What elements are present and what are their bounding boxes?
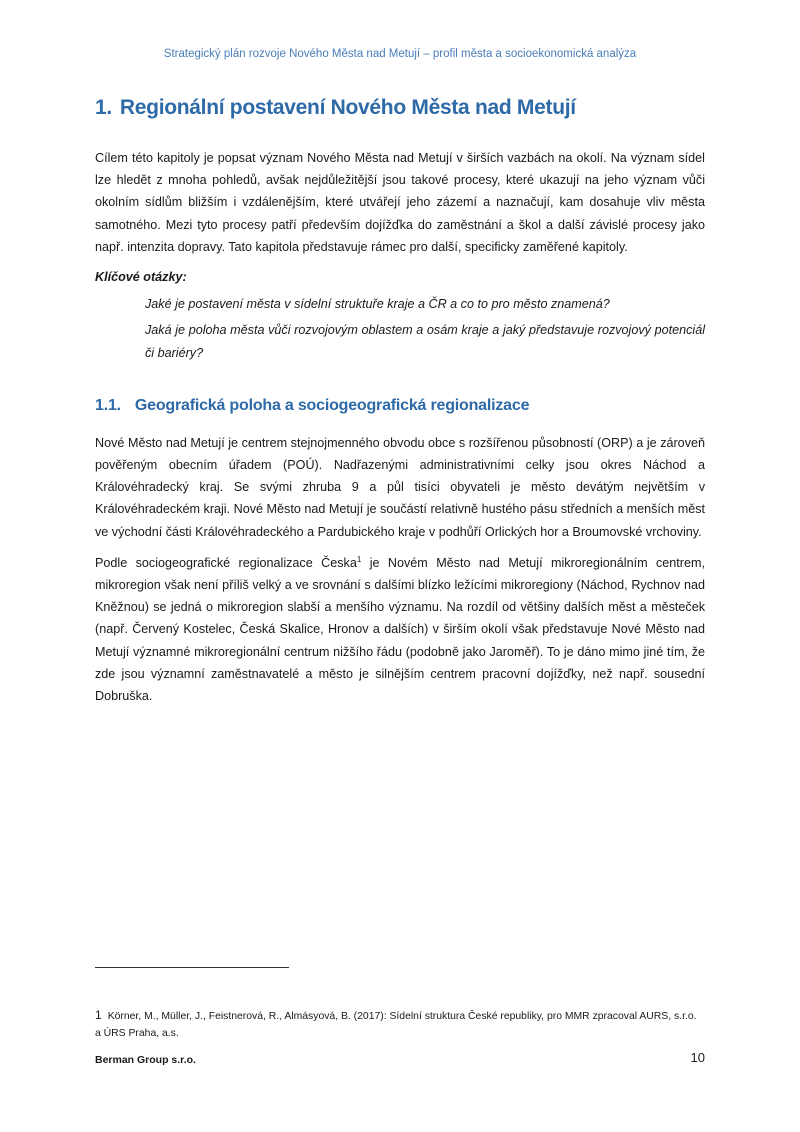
chapter-title: Regionální postavení Nového Města nad Metují (119, 96, 576, 119)
chapter-number: 1. (95, 96, 112, 119)
footnote-separator (95, 967, 289, 968)
footnote-text: Körner, M., Müller, J., Feistnerová, R., Almásyová, B. (2017): Sídelní struktura České republiky, pro MMR zpracoval AURS, s.r.o. a ÚRS Praha, a.s. (95, 1011, 697, 1039)
running-header: Strategický plán rozvoje Nového Města nad Metují – profil města a socioekonomická analýza (163, 48, 637, 60)
footnote (95, 1007, 705, 1042)
section-paragraph: Nové Město nad Metují je centrem stejnojmenného obvodu obce s rozšířenou působností (ORP) a je zároveň pověřeným obecním úřadem (POÚ). Nadřazenými administrativními celky jsou okres Náchod a Královéhradecký kraj. Se svými zhruba 9 a půl tisíci obyvateli je město devátým největším v Královéhradeckém kraji. Nové Město nad Metují je součástí relativně hustého pásu středních a menších měst ve východní části Královéhradeckého a Pardubického kraje v podhůří Orlických hor a Broumovské vrchoviny. (95, 435, 705, 539)
paragraph-text: je Novém Město nad Metují mikroregionálním centrem, mikroregion však není příliš velký a ve srovnání s dalšími blízko ležícími mikroregiony (Náchod, Rychnov nad Kněžnou) se jedná o mikroregion slabší a menšího významu. Na rozdíl od většiny dalších měst a městeček (např. Červený Kostelec, Česká Skalice, Hronov a dalších) v širším okolí však představuje Nové Město nad Metují významné mikroregionální centrum nižšího řádu (podobně jako Jaroměř). To je dáno mimo jiné tím, že zde jsou významní zaměstnavatelé a město je silnějším centrem pracovní dojížďky, než např. sousední Dobruška. (95, 555, 705, 704)
chapter-heading (95, 96, 705, 120)
footnote-reference[interactable]: 1 (356, 554, 362, 564)
footnote-number: 1 (95, 1008, 102, 1022)
section-number: 1.1. (95, 396, 121, 414)
section-heading (95, 397, 705, 415)
footer-company: Berman Group s.r.o. (95, 1054, 196, 1066)
chapter-intro: Cílem této kapitoly je popsat význam Nového Města nad Metují v širších vazbách na okolí. Na význam sídel lze hledět z mnoha pohledů, avšak nejdůležitější jsou takové procesy, které ukazují na jeho význam vůči okolním sídlům bližším i vzdálenějším, které utvářejí jeho zázemí a naznačují, kam dosahuje vliv města samotného. Mezi tyto procesy patří především dojížďka do zaměstnání a škol a další závislé procesy jako např. intenzita dopravy. Tato kapitola představuje rámec pro další, specificky zaměřené kapitoly. (95, 151, 705, 254)
key-question: Jaké je postavení města v sídelní struktuře kraje a ČR a co to pro město znamená? (145, 297, 610, 312)
key-question: Jaká je poloha města vůči rozvojovým oblastem a osám kraje a jaký představuje rozvojový potenciál či bariéry? (145, 323, 705, 360)
key-questions-label: Klíčové otázky: (95, 270, 187, 285)
page-number: 10 (690, 1050, 705, 1065)
section-title: Geografická poloha a sociogeografická regionalizace (134, 396, 530, 414)
page-content (95, 96, 705, 707)
paragraph-text: Podle sociogeografické regionalizace Česka (95, 555, 357, 570)
section-paragraph (95, 552, 705, 707)
